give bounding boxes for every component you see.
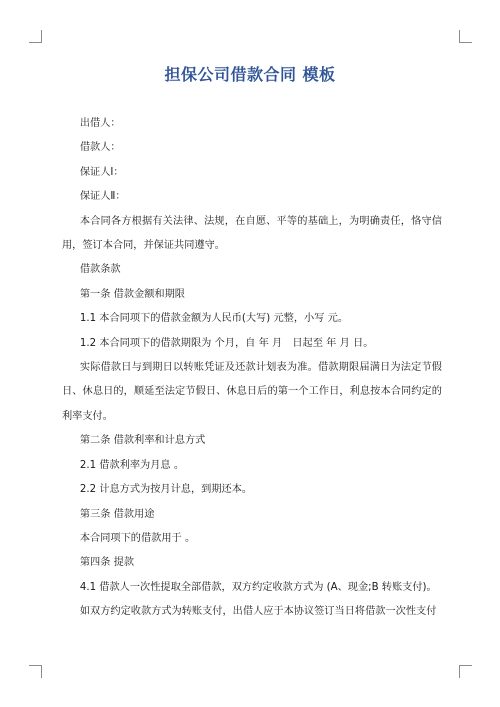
paragraph-preamble: 本合同各方根据有关法律、法规，在自愿、平等的基础上，为明确责任，恪守信用，签订本合同，并保证共同遵守。: [62, 215, 442, 252]
document-title: 担保公司借款合同 模板: [164, 65, 336, 84]
corner-mark-top-right: [459, 30, 472, 43]
heading-loan-terms: 借款条款: [79, 264, 121, 276]
paragraph-loan-purpose: 本合同项下的借款用于 。: [79, 532, 196, 544]
paragraph-lender: 出借人：: [79, 118, 121, 129]
paragraph-guarantor-2: 保证人Ⅱ：: [79, 191, 126, 203]
clause-4-1: 4.1 借款人一次性提取全部借款，双方约定收款方式为 (A、现金;B 转账支付)。: [79, 581, 437, 593]
paragraph-borrower: 借款人：: [79, 142, 121, 154]
paragraph-guarantor-1: 保证人Ⅰ：: [79, 166, 124, 178]
corner-mark-bottom-left: [29, 665, 42, 678]
heading-article-3: 第三条 借款用途: [79, 508, 155, 520]
corner-mark-bottom-right: [459, 665, 472, 678]
clause-1-2: 1.2 本合同项下的借款期限为 个月，自 年 月 日起至 年 月 日。: [79, 337, 374, 349]
paragraph-transfer-payment: 如双方约定收款方式为转账支付，出借人应于本协议签订当日将借款一次性支付: [79, 606, 437, 618]
corner-mark-top-left: [29, 30, 42, 43]
heading-article-2: 第二条 借款利率和计息方式: [79, 435, 206, 447]
heading-article-1: 第一条 借款金额和期限: [79, 288, 185, 300]
heading-article-4: 第四条 提款: [79, 557, 135, 569]
paragraph-loan-dates: 实际借款日与到期日以转账凭证及还款计划表为准。借款期限届满日为法定节假日、休息日的，顺延至法定节假日、休息日后的第一个工作日，利息按本合同约定的利率支付。: [62, 362, 442, 422]
clause-2-1: 2.1 借款利率为月息 。: [79, 459, 185, 471]
clause-1-1: 1.1 本合同项下的借款金额为人民币(大写) 元整，小写 元。: [79, 313, 349, 325]
clause-2-2: 2.2 计息方式为按月计息，到期还本。: [79, 484, 253, 496]
document-body: [62, 112, 442, 625]
